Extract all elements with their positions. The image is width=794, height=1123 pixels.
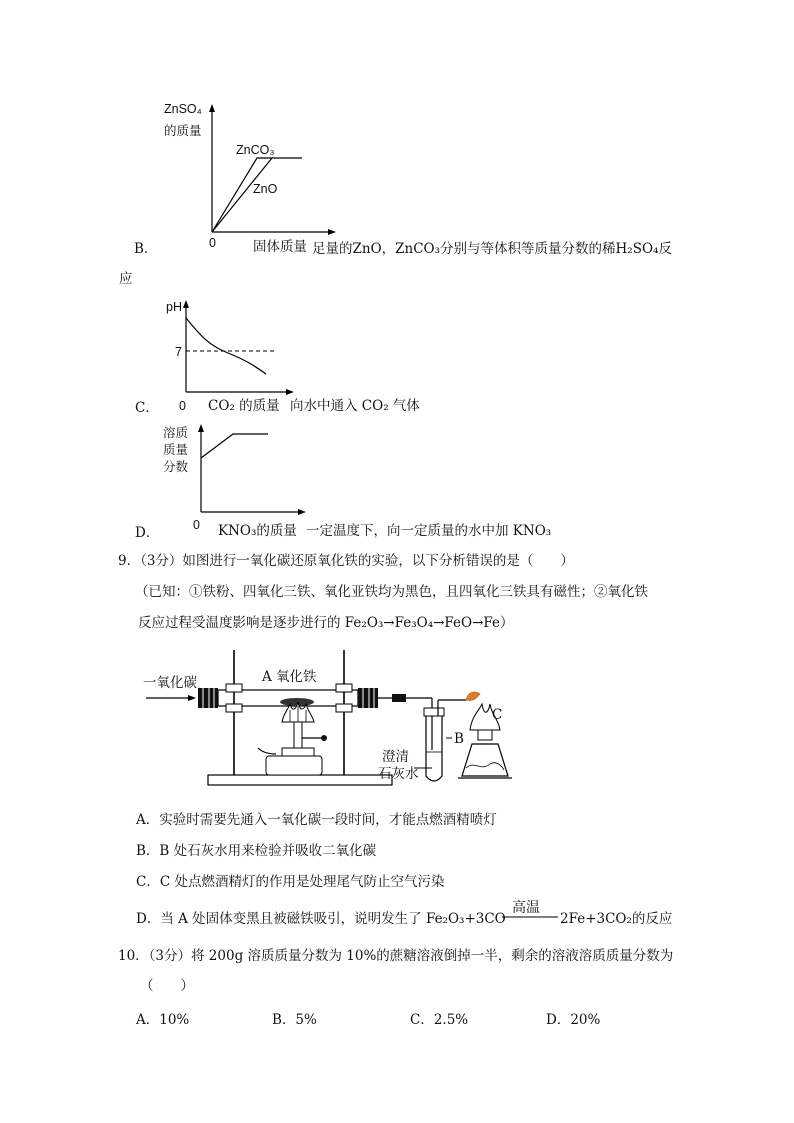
- q9-figure-a-label: A 氧化铁: [262, 669, 317, 685]
- graph-b-x-label: 固体质量: [253, 239, 307, 255]
- q9-figure-limewater-1: 澄清: [382, 749, 409, 765]
- option-d-desc: 一定温度下，向一定质量的水中加 KNO₃: [306, 523, 552, 539]
- q10-paren: （ ）: [140, 978, 194, 994]
- graph-d-y-label-1: 溶质: [163, 426, 189, 440]
- option-b-desc-line2: 应: [119, 271, 133, 287]
- q9-option-d-condition: 高温: [512, 900, 540, 916]
- q10-option-c: C．2.5%: [410, 1012, 469, 1028]
- option-d-letter: D．: [135, 525, 160, 541]
- q9-known-line1: （已知：①铁粉、四氧化三铁、氧化亚铁均为黑色，且四氧化三铁具有磁性；②氧化铁: [135, 584, 648, 600]
- q9-figure-b-label: B: [454, 731, 464, 747]
- graph-d-y-label-3: 分数: [163, 460, 189, 474]
- graph-b-y-label-2: 的质量: [164, 124, 202, 138]
- graph-b-origin: 0: [209, 236, 216, 250]
- option-b-desc-line1: 足量的ZnO，ZnCO₃分别与等体积等质量分数的稀H₂SO₄反: [312, 241, 672, 257]
- q10-option-a: A．10%: [136, 1012, 190, 1028]
- graph-b-y-label-1: ZnSO₄: [164, 102, 202, 116]
- graph-b-curve1-label: ZnCO₃: [236, 143, 275, 157]
- q9-figure-co-label: 一氧化碳: [143, 675, 197, 691]
- option-c-desc: 向水中通入 CO₂ 气体: [290, 398, 420, 414]
- q9-known-line2: 反应过程受温度影响是逐步进行的 Fe₂O₃→Fe₃O₄→FeO→Fe）: [138, 615, 514, 631]
- q9-option-d-prefix: D．当 A 处固体变黑且被磁铁吸引，说明发生了 Fe₂O₃+3CO: [136, 911, 506, 927]
- q9-figure-limewater-2: 石灰水: [378, 766, 419, 782]
- graph-c-x-label: CO₂ 的质量: [208, 398, 280, 414]
- q10-option-d: D．20%: [546, 1012, 601, 1028]
- q9-option-d-suffix: 2Fe+3CO₂的反应: [560, 911, 673, 927]
- q9-option-b: B．B 处石灰水用来检验并吸收二氧化碳: [136, 843, 377, 859]
- graph-b-curve2-label: ZnO: [253, 182, 278, 196]
- q9-figure-c-label: C: [492, 707, 503, 723]
- graph-d-x-label: KNO₃的质量: [218, 523, 297, 539]
- graph-c-ref-value: 7: [175, 345, 182, 359]
- graph-c-y-label: pH: [166, 300, 182, 314]
- graph-c-origin: 0: [179, 399, 186, 413]
- q9-option-c: C．C 处点燃酒精灯的作用是处理尾气防止空气污染: [136, 874, 445, 890]
- q10-option-b: B．5%: [272, 1012, 317, 1028]
- option-c-letter: C．: [135, 400, 159, 416]
- q9-stem: 9．（3分）如图进行一氧化碳还原氧化铁的实验，以下分析错误的是（ ）: [118, 553, 574, 569]
- q10-stem: 10．（3分）将 200g 溶质质量分数为 10%的蔗糖溶液倒掉一半，剩余的溶液溶质质量分数为: [118, 948, 674, 964]
- graph-d-origin: 0: [193, 518, 200, 532]
- graph-d-y-label-2: 质量: [163, 443, 189, 457]
- q9-option-a: A．实验时需要先通入一氧化碳一段时间，才能点燃酒精喷灯: [136, 812, 497, 828]
- option-b-letter: B．: [134, 241, 158, 257]
